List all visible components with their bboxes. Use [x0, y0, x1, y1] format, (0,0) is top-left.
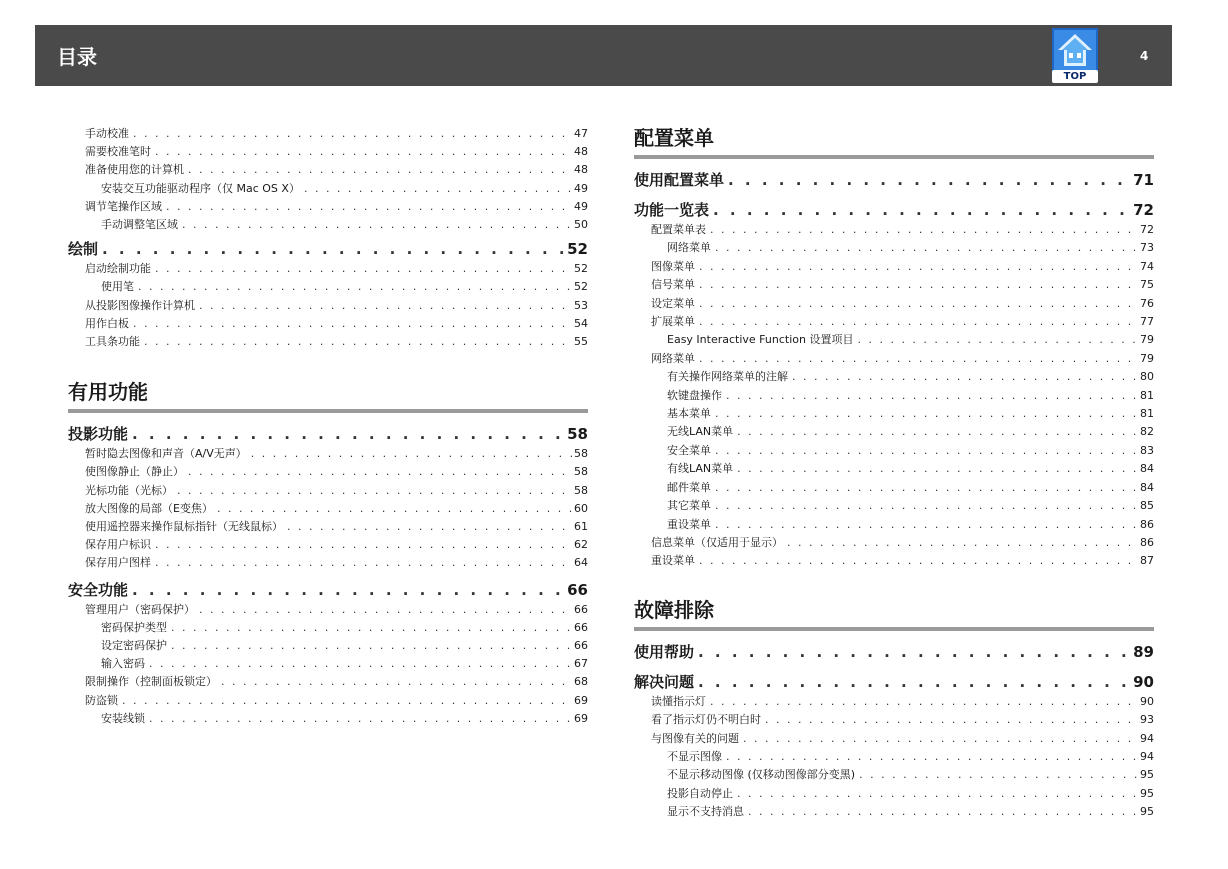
toc-entry[interactable]: 调节笔操作区域 . . . 49 — [68, 198, 588, 216]
toc-subentry[interactable]: 手动调整笔区域 . . . 50 — [68, 216, 588, 234]
top-home-button[interactable] — [1052, 28, 1098, 84]
toc-entry[interactable]: 读懂指示灯 . . . 90 — [634, 693, 1154, 711]
toc-entry[interactable]: 重设菜单 . . . 87 — [634, 552, 1154, 570]
toc-subentry[interactable]: 设定密码保护 . . . 66 — [68, 637, 588, 655]
toc-entry[interactable]: 使用遥控器来操作鼠标指针（无线鼠标） . . . 61 — [68, 518, 588, 536]
toc-subentry[interactable]: 邮件菜单 . . . 84 — [634, 479, 1154, 497]
toc-subentry[interactable]: 无线LAN菜单 . . . 82 — [634, 423, 1154, 441]
toc-chapter-solve-problems[interactable]: 解决问题 . . . 90 — [634, 671, 1154, 693]
toc-entry[interactable]: 配置菜单表 . . . 72 — [634, 221, 1154, 239]
toc-entry[interactable]: 信息菜单（仅适用于显示） . . . 86 — [634, 534, 1154, 552]
toc-subentry[interactable]: 基本菜单 . . . 81 — [634, 405, 1154, 423]
toc-subentry[interactable]: 显示不支持消息 . . . 95 — [634, 803, 1154, 821]
toc-subentry[interactable]: Easy Interactive Function 设置项目 . . . 79 — [634, 331, 1154, 349]
toc-entry[interactable]: 保存用户图样 . . . 64 — [68, 554, 588, 572]
toc-subentry[interactable]: 有线LAN菜单 . . . 84 — [634, 460, 1154, 478]
toc-subentry[interactable]: 安全菜单 . . . 83 — [634, 442, 1154, 460]
toc-chapter-function-list[interactable]: 功能一览表 . . . 72 — [634, 199, 1154, 221]
toc-subentry[interactable]: 有关操作网络菜单的注解 . . . 80 — [634, 368, 1154, 386]
page-number: 4 — [1140, 49, 1149, 63]
toc-entry[interactable]: 启动绘制功能 . . . 52 — [68, 260, 588, 278]
toc-entry[interactable]: 图像菜单 . . . 74 — [634, 258, 1154, 276]
toc-entry[interactable]: 使图像静止（静止） . . . 58 — [68, 463, 588, 481]
section-title-troubleshooting: 故障排除 — [634, 597, 1154, 631]
toc-chapter-security[interactable]: 安全功能 . . . 66 — [68, 579, 588, 601]
toc-right-column — [634, 125, 1154, 822]
toc-chapter-use-help[interactable]: 使用帮助 . . . 89 — [634, 641, 1154, 663]
toc-entry[interactable]: 工具条功能 . . . 55 — [68, 333, 588, 351]
toc-entry[interactable]: 需要校准笔时 . . . 48 — [68, 143, 588, 161]
toc-entry[interactable]: 保存用户标识 . . . 62 — [68, 536, 588, 554]
home-icon — [1052, 28, 1098, 72]
toc-subentry[interactable]: 网络菜单 . . . 73 — [634, 239, 1154, 257]
toc-subentry[interactable]: 安装交互功能驱动程序（仅 Mac OS X） . . . 49 — [68, 180, 588, 198]
toc-entry[interactable]: 从投影图像操作计算机 . . . 53 — [68, 297, 588, 315]
toc-subentry[interactable]: 使用笔 . . . 52 — [68, 278, 588, 296]
toc-entry[interactable]: 看了指示灯仍不明白时 . . . 93 — [634, 711, 1154, 729]
toc-subentry[interactable]: 软键盘操作 . . . 81 — [634, 387, 1154, 405]
toc-entry[interactable]: 信号菜单 . . . 75 — [634, 276, 1154, 294]
toc-chapter-use-config[interactable]: 使用配置菜单 . . . 71 — [634, 169, 1154, 191]
toc-subentry[interactable]: 密码保护类型 . . . 66 — [68, 619, 588, 637]
toc-chapter-draw[interactable]: 绘制 . . . 52 — [68, 238, 588, 260]
toc-entry[interactable]: 扩展菜单 . . . 77 — [634, 313, 1154, 331]
toc-entry[interactable]: 放大图像的局部（E变焦） . . . 60 — [68, 500, 588, 518]
toc-subentry[interactable]: 重设菜单 . . . 86 — [634, 516, 1154, 534]
toc-subentry[interactable]: 不显示图像 . . . 94 — [634, 748, 1154, 766]
toc-entry[interactable]: 设定菜单 . . . 76 — [634, 295, 1154, 313]
toc-entry[interactable]: 用作白板 . . . 54 — [68, 315, 588, 333]
page-title: 目录 — [57, 45, 97, 69]
toc-entry[interactable]: 防盗锁 . . . 69 — [68, 692, 588, 710]
toc-subentry[interactable]: 其它菜单 . . . 85 — [634, 497, 1154, 515]
top-label: TOP — [1052, 70, 1098, 83]
toc-left-column — [68, 125, 588, 728]
toc-entry[interactable]: 限制操作（控制面板锁定） . . . 68 — [68, 673, 588, 691]
section-title-config: 配置菜单 — [634, 125, 1154, 159]
page-header — [35, 25, 1172, 86]
toc-entry[interactable]: 与图像有关的问题 . . . 94 — [634, 730, 1154, 748]
toc-entry[interactable]: 暂时隐去图像和声音（A/V无声） . . . 58 — [68, 445, 588, 463]
toc-entry[interactable]: 光标功能（光标） . . . 58 — [68, 482, 588, 500]
section-title-useful: 有用功能 — [68, 379, 588, 413]
toc-entry[interactable]: 网络菜单 . . . 79 — [634, 350, 1154, 368]
toc-entry[interactable]: 手动校准 . . . 47 — [68, 125, 588, 143]
toc-entry[interactable]: 管理用户（密码保护） . . . 66 — [68, 601, 588, 619]
toc-entry[interactable]: 准备使用您的计算机 . . . 48 — [68, 161, 588, 179]
toc-subentry[interactable]: 投影自动停止 . . . 95 — [634, 785, 1154, 803]
toc-subentry[interactable]: 输入密码 . . . 67 — [68, 655, 588, 673]
toc-chapter-projection[interactable]: 投影功能 . . . 58 — [68, 423, 588, 445]
toc-subentry[interactable]: 不显示移动图像 (仅移动图像部分变黑) . . . 95 — [634, 766, 1154, 784]
toc-subentry[interactable]: 安装线锁 . . . 69 — [68, 710, 588, 728]
